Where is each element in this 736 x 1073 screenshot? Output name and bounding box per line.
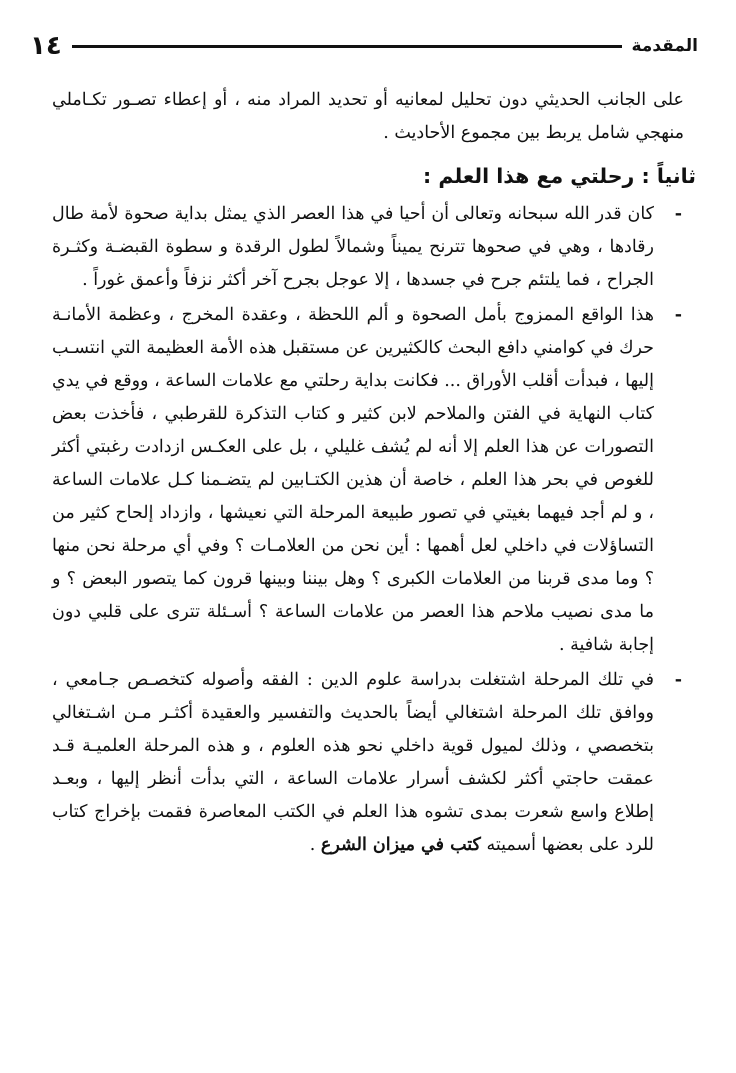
header-rule bbox=[72, 45, 622, 48]
page-body bbox=[52, 84, 696, 864]
page-number: ١٤ bbox=[30, 31, 62, 61]
bullet-text: هذا الواقع الممزوج بأمل الصحوة و ألم اللحظة ، وعقدة المخرج ، وعظمة الأمانـة حرك في كوامني دافع البحث كالكثيرين عن مستقبل هذه الأمة العظيمة التي انتسـب إليها ، فبدأت أقلب الأوراق ... فكانت بداية رحلتي مع علامات الساعة ، ووقع في يدي كتاب النهاية في الفتن والملاحم لابن كثير و كتاب التذكرة للقرطبي ، فأخذت بعض التصورات عن هذا العلم إلا أنه لم يُشف غليلي ، بل على العكـس ازدادت رغبتي أكثر للغوص في بحر هذا العلم ، خاصة أن هذين الكتـابين لم يتضـمنا كـل علامات الساعة ، و لم أجد فيهما بغيتي في تصور طبيعة المرحلة التي نعيشها ، وازداد إلحاح كثير من التساؤلات في داخلي لعل أهمها : أين نحن من العلامـات ؟ وفي أي مرحلة نحن منها ؟ وما مدى قربنا من العلامات الكبرى ؟ وهل بيننا وبينها قرون كما يتصور البعض ؟ و ما مدى نصيب ملاحم هذا العصر من علامات الساعة ؟ أسـئلة تترى على قلبي دون إجابة شافية . bbox=[52, 305, 654, 655]
bullet-text-end: . bbox=[309, 835, 321, 855]
bullet-text: كان قدر الله سبحانه وتعالى أن أحيا في هذا العصر الذي يمثل بداية صحوة لأمة طال رقادها ، وهي في صحوها تترنح يميناً وشمالاً لطول الرقدة و سطوة القبضـة وكثـرة الجراح ، فما يلتئم جرح في جسدها ، إلا عوجل بجرح آخر أكثر نزفاً وأعمق غوراً . bbox=[52, 204, 654, 290]
page-header bbox=[30, 28, 698, 64]
dash-marker: - bbox=[674, 305, 682, 325]
dash-marker: - bbox=[674, 670, 682, 690]
book-title: كتب في ميزان الشرع bbox=[320, 835, 481, 855]
section-heading: ثانياً : رحلتي مع هذا العلم : bbox=[423, 164, 696, 188]
intro-paragraph: على الجانب الحديثي دون تحليل لمعانيه أو تحديد المراد منه ، أو إعطاء تصـور تكـاملي منهجي شامل يربط بين مجموع الأحاديث . bbox=[52, 90, 684, 143]
bullet-item bbox=[52, 198, 684, 297]
bullet-item bbox=[52, 664, 684, 862]
section-title: المقدمة bbox=[631, 36, 698, 56]
bullet-text: في تلك المرحلة اشتغلت بدراسة علوم الدين : الفقه وأصوله كتخصـص جـامعي ، ووافق تلك المرحلة اشتغالي أيضاً بالحديث والتفسير والعقيدة أكثـر مـن اشـتغالي بتخصصي ، وذلك لميول قوية داخلي نحو هذه العلوم ، و هذه المرحلة العلميـة قـد عمقت حاجتي أكثر لكشف أسرار علامات الساعة ، التي بدأت أنظر إليها ، وبعـد إطلاع واسع شعرت بمدى تشوه هذا العلم في الكتب المعاصرة فقمت بإخراج كتاب للرد على بعضها أسميته bbox=[52, 670, 654, 855]
bullet-item bbox=[52, 299, 684, 662]
dash-marker: - bbox=[674, 204, 682, 224]
